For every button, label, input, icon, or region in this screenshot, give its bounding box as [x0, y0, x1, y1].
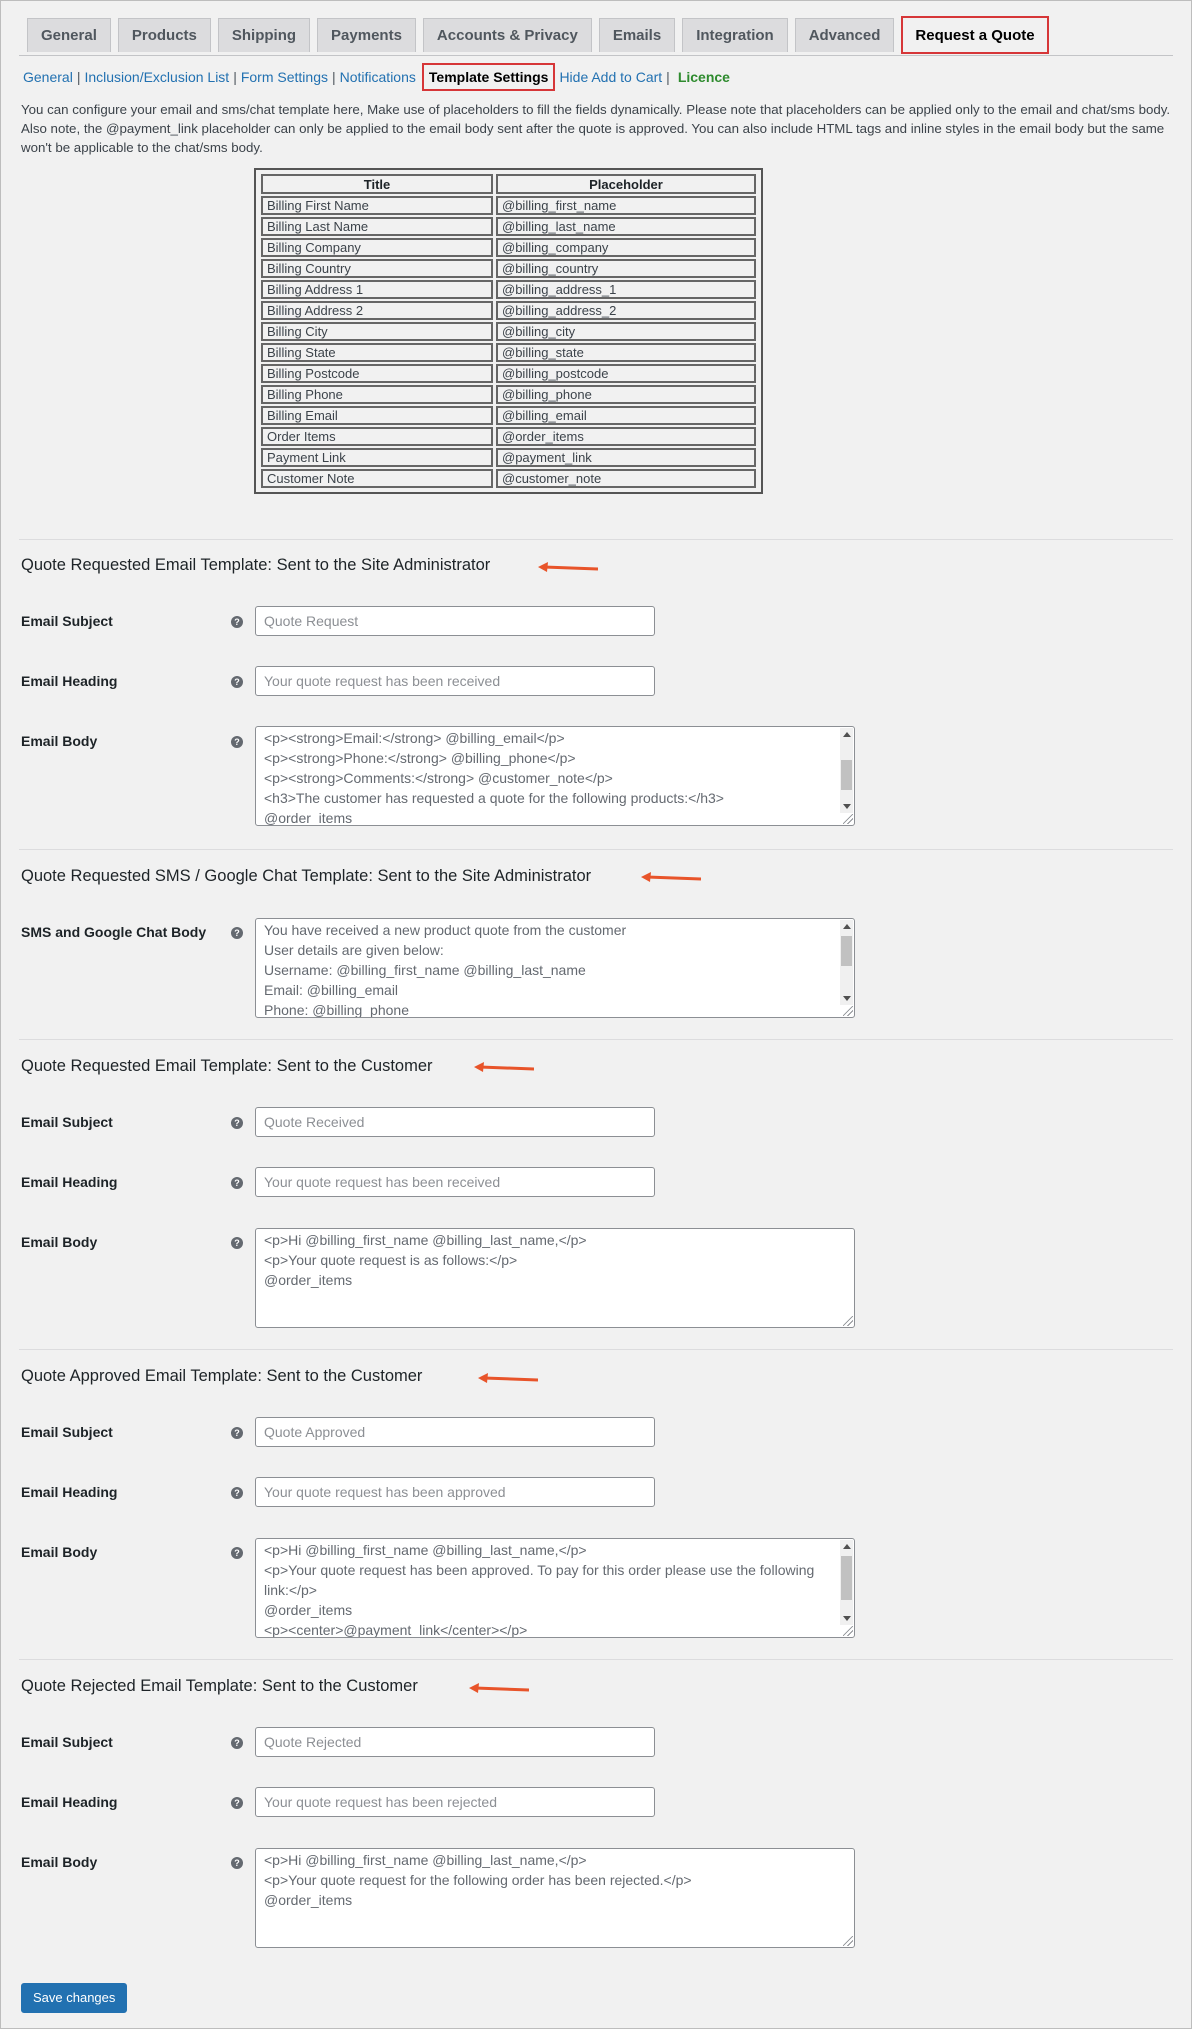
table-cell-placeholder: @billing_state — [496, 343, 756, 362]
help-icon[interactable]: ? — [231, 1177, 243, 1189]
scrollbar[interactable] — [840, 920, 853, 1005]
scrollbar[interactable] — [840, 728, 853, 813]
label-email-heading: Email Heading — [21, 1174, 118, 1190]
intro-text: You can configure your email and sms/chat template here, Make use of placeholders to fill the fields dynamically. Please note that placeholders can be applied only to the email and chat/sms body. Also note, the @payment_link placeholder can only be applied to the email body sent after the quote is approved. You can also include HTML tags and inline styles in the email body but the same won't be applicable to the chat/sms body. — [21, 102, 1171, 155]
help-icon[interactable]: ? — [231, 616, 243, 628]
scroll-thumb[interactable] — [841, 760, 852, 790]
help-icon[interactable]: ? — [231, 1737, 243, 1749]
textarea-line: <p>Your quote request has been approved. To pay for this order please use the following — [264, 1562, 815, 1578]
customer-rejected-heading-input[interactable]: Your quote request has been rejected — [255, 1787, 655, 1817]
subnav-separator: | — [233, 69, 237, 85]
textarea-line: <p>Hi @billing_first_name @billing_last_name,</p> — [264, 1542, 587, 1558]
help-icon[interactable]: ? — [231, 1487, 243, 1499]
textarea-line: You have received a new product quote from the customer — [264, 922, 627, 938]
textarea-line: Username: @billing_first_name @billing_last_name — [264, 962, 586, 978]
help-icon[interactable]: ? — [231, 1117, 243, 1129]
help-icon[interactable]: ? — [231, 736, 243, 748]
subnav-licence[interactable]: Licence — [677, 69, 730, 85]
table-cell-placeholder: @payment_link — [496, 448, 756, 467]
label-email-body: Email Body — [21, 1854, 98, 1870]
textarea-line: <p>Hi @billing_first_name @billing_last_name,</p> — [264, 1232, 587, 1248]
subnav-separator: | — [331, 69, 336, 85]
section-divider — [19, 1349, 1173, 1350]
subnav-separator: | — [76, 69, 81, 85]
section-title-customer-requested: Quote Requested Email Template: Sent to the Customer — [21, 1057, 433, 1075]
label-email-heading: Email Heading — [21, 1484, 118, 1500]
help-icon[interactable]: ? — [231, 1427, 243, 1439]
admin-email-body-textarea[interactable] — [255, 726, 855, 826]
scroll-up-icon[interactable] — [843, 732, 851, 737]
sub-navigation — [23, 63, 730, 91]
arrow-icon — [538, 562, 598, 574]
table-cell-title: Billing Phone — [261, 385, 493, 404]
customer-requested-heading-input[interactable]: Your quote request has been received — [255, 1167, 655, 1197]
admin-email-subject-input[interactable]: Quote Request — [255, 606, 655, 636]
customer-approved-body-textarea[interactable] — [255, 1538, 855, 1638]
resize-handle-icon[interactable] — [843, 1936, 853, 1946]
scroll-thumb[interactable] — [841, 1556, 852, 1600]
section-divider — [19, 849, 1173, 850]
subnav-inclusion-exclusion[interactable]: Inclusion/Exclusion List — [84, 69, 230, 85]
textarea-line: User details are given below: — [264, 942, 444, 958]
section-title-customer-rejected: Quote Rejected Email Template: Sent to the Customer — [21, 1677, 418, 1695]
scroll-down-icon[interactable] — [843, 1616, 851, 1621]
textarea-line: @order_items — [264, 1602, 353, 1618]
textarea-line: @order_items — [264, 810, 353, 826]
tab-emails[interactable]: Emails — [599, 18, 675, 52]
subnav-form-settings[interactable]: Form Settings — [240, 69, 328, 85]
scroll-thumb[interactable] — [841, 936, 852, 966]
tab-shipping[interactable]: Shipping — [218, 18, 310, 52]
subnav-notifications[interactable]: Notifications — [339, 69, 416, 85]
tab-products[interactable]: Products — [118, 18, 211, 52]
subnav-hide-add-to-cart[interactable]: Hide Add to Cart — [559, 69, 663, 85]
textarea-line: <p>Your quote request for the following order has been rejected.</p> — [264, 1872, 692, 1888]
section-title-admin-email: Quote Requested Email Template: Sent to the Site Administrator — [21, 556, 491, 574]
table-row — [261, 280, 756, 299]
table-cell-title: Billing Postcode — [261, 364, 493, 383]
help-icon[interactable]: ? — [231, 927, 243, 939]
textarea-line: <p><strong>Comments:</strong> @customer_note</p> — [264, 770, 613, 786]
table-cell-title: Billing State — [261, 343, 493, 362]
label-email-body: Email Body — [21, 1544, 98, 1560]
textarea-line: @order_items — [264, 1892, 353, 1908]
column-header-placeholder: Placeholder — [496, 174, 756, 194]
label-sms-body: SMS and Google Chat Body — [21, 924, 207, 940]
admin-email-heading-input[interactable]: Your quote request has been received — [255, 666, 655, 696]
section-divider — [19, 1659, 1173, 1660]
resize-handle-icon[interactable] — [843, 1006, 853, 1016]
label-email-subject: Email Subject — [21, 1424, 113, 1440]
tab-payments[interactable]: Payments — [317, 18, 416, 52]
section-title-customer-approved: Quote Approved Email Template: Sent to the Customer — [21, 1367, 423, 1385]
table-row — [261, 301, 756, 320]
settings-page — [1, 1, 1191, 2028]
table-cell-title: Billing Last Name — [261, 217, 493, 236]
textarea-line: <h3>The customer has requested a quote for the following products:</h3> — [264, 790, 724, 806]
table-row — [261, 259, 756, 278]
table-cell-title: Billing First Name — [261, 196, 493, 215]
subnav-template-settings[interactable]: Template Settings — [422, 63, 556, 91]
table-cell-placeholder: @billing_company — [496, 238, 756, 257]
customer-requested-body-textarea[interactable] — [255, 1228, 855, 1328]
table-cell-placeholder: @billing_first_name — [496, 196, 756, 215]
table-cell-placeholder: @billing_address_2 — [496, 301, 756, 320]
resize-handle-icon[interactable] — [843, 1626, 853, 1636]
help-icon[interactable]: ? — [231, 1547, 243, 1559]
column-header-title: Title — [261, 174, 493, 194]
table-cell-placeholder: @billing_address_1 — [496, 280, 756, 299]
table-cell-title: Billing City — [261, 322, 493, 341]
arrow-icon — [474, 1062, 534, 1074]
textarea-line: <p>Hi @billing_first_name @billing_last_name,</p> — [264, 1852, 587, 1868]
placeholder-table — [254, 168, 763, 494]
table-cell-title: Billing Email — [261, 406, 493, 425]
section-title-admin-sms: Quote Requested SMS / Google Chat Template: Sent to the Site Administrator — [21, 867, 592, 885]
table-cell-placeholder: @order_items — [496, 427, 756, 446]
customer-approved-subject-input[interactable]: Quote Approved — [255, 1417, 655, 1447]
section-divider — [19, 1039, 1173, 1040]
tab-general[interactable]: General — [27, 18, 111, 52]
tab-accounts-privacy[interactable]: Accounts & Privacy — [423, 18, 592, 52]
tabs-divider — [19, 55, 1173, 56]
table-row — [261, 448, 756, 467]
table-cell-placeholder: @billing_country — [496, 259, 756, 278]
table-cell-placeholder: @billing_postcode — [496, 364, 756, 383]
table-cell-placeholder: @billing_email — [496, 406, 756, 425]
table-cell-placeholder: @billing_phone — [496, 385, 756, 404]
textarea-line: Email: @billing_email — [264, 982, 399, 998]
label-email-heading: Email Heading — [21, 673, 118, 689]
help-icon[interactable]: ? — [231, 1797, 243, 1809]
arrow-icon — [469, 1683, 529, 1695]
table-cell-placeholder: @customer_note — [496, 469, 756, 488]
arrow-icon — [641, 872, 701, 884]
customer-rejected-subject-input[interactable]: Quote Rejected — [255, 1727, 655, 1757]
help-icon[interactable]: ? — [231, 676, 243, 688]
scroll-down-icon[interactable] — [843, 996, 851, 1001]
help-icon[interactable]: ? — [231, 1857, 243, 1869]
table-row — [261, 196, 756, 215]
table-cell-title: Billing Address 1 — [261, 280, 493, 299]
scroll-up-icon[interactable] — [843, 1544, 851, 1549]
table-cell-placeholder: @billing_last_name — [496, 217, 756, 236]
admin-sms-body-textarea[interactable] — [255, 918, 855, 1018]
table-cell-placeholder: @billing_city — [496, 322, 756, 341]
table-row — [261, 406, 756, 425]
table-row — [261, 385, 756, 404]
label-email-heading: Email Heading — [21, 1794, 118, 1810]
textarea-line: <p><center>@payment_link</center></p> — [264, 1622, 528, 1638]
label-email-subject: Email Subject — [21, 1734, 113, 1750]
main-tabs — [27, 16, 1049, 57]
table-cell-title: Billing Company — [261, 238, 493, 257]
customer-requested-subject-input[interactable]: Quote Received — [255, 1107, 655, 1137]
customer-approved-heading-input[interactable]: Your quote request has been approved — [255, 1477, 655, 1507]
scroll-down-icon[interactable] — [843, 804, 851, 809]
table-row — [261, 217, 756, 236]
table-cell-title: Billing Country — [261, 259, 493, 278]
section-divider — [19, 539, 1173, 540]
label-email-body: Email Body — [21, 733, 98, 749]
textarea-line: @order_items — [264, 1272, 353, 1288]
label-email-body: Email Body — [21, 1234, 98, 1250]
textarea-line: <p><strong>Email:</strong> @billing_email</p> — [264, 730, 565, 746]
textarea-line: Phone: @billing_phone — [264, 1002, 409, 1018]
resize-handle-icon[interactable] — [843, 814, 853, 824]
table-cell-title: Payment Link — [261, 448, 493, 467]
label-email-subject: Email Subject — [21, 613, 113, 629]
scroll-up-icon[interactable] — [843, 924, 851, 929]
tab-integration[interactable]: Integration — [682, 18, 788, 52]
subnav-general[interactable]: General — [23, 69, 73, 85]
table-cell-title: Order Items — [261, 427, 493, 446]
customer-rejected-body-textarea[interactable] — [255, 1848, 855, 1948]
tab-request-a-quote[interactable]: Request a Quote — [901, 16, 1048, 54]
help-icon[interactable]: ? — [231, 1237, 243, 1249]
table-row — [261, 469, 756, 488]
scrollbar[interactable] — [840, 1540, 853, 1625]
table-row — [261, 364, 756, 383]
save-changes-button[interactable]: Save changes — [21, 1983, 127, 2013]
tab-advanced[interactable]: Advanced — [795, 18, 895, 52]
arrow-icon — [478, 1373, 538, 1385]
table-cell-title: Billing Address 2 — [261, 301, 493, 320]
textarea-line: link:</p> — [264, 1582, 317, 1598]
textarea-line: <p><strong>Phone:</strong> @billing_phone</p> — [264, 750, 576, 766]
table-row — [261, 238, 756, 257]
label-email-subject: Email Subject — [21, 1114, 113, 1130]
resize-handle-icon[interactable] — [843, 1316, 853, 1326]
table-row — [261, 427, 756, 446]
subnav-separator: | — [666, 69, 670, 85]
table-cell-title: Customer Note — [261, 469, 493, 488]
table-row — [261, 343, 756, 362]
table-row — [261, 322, 756, 341]
textarea-line: <p>Your quote request is as follows:</p> — [264, 1252, 518, 1268]
